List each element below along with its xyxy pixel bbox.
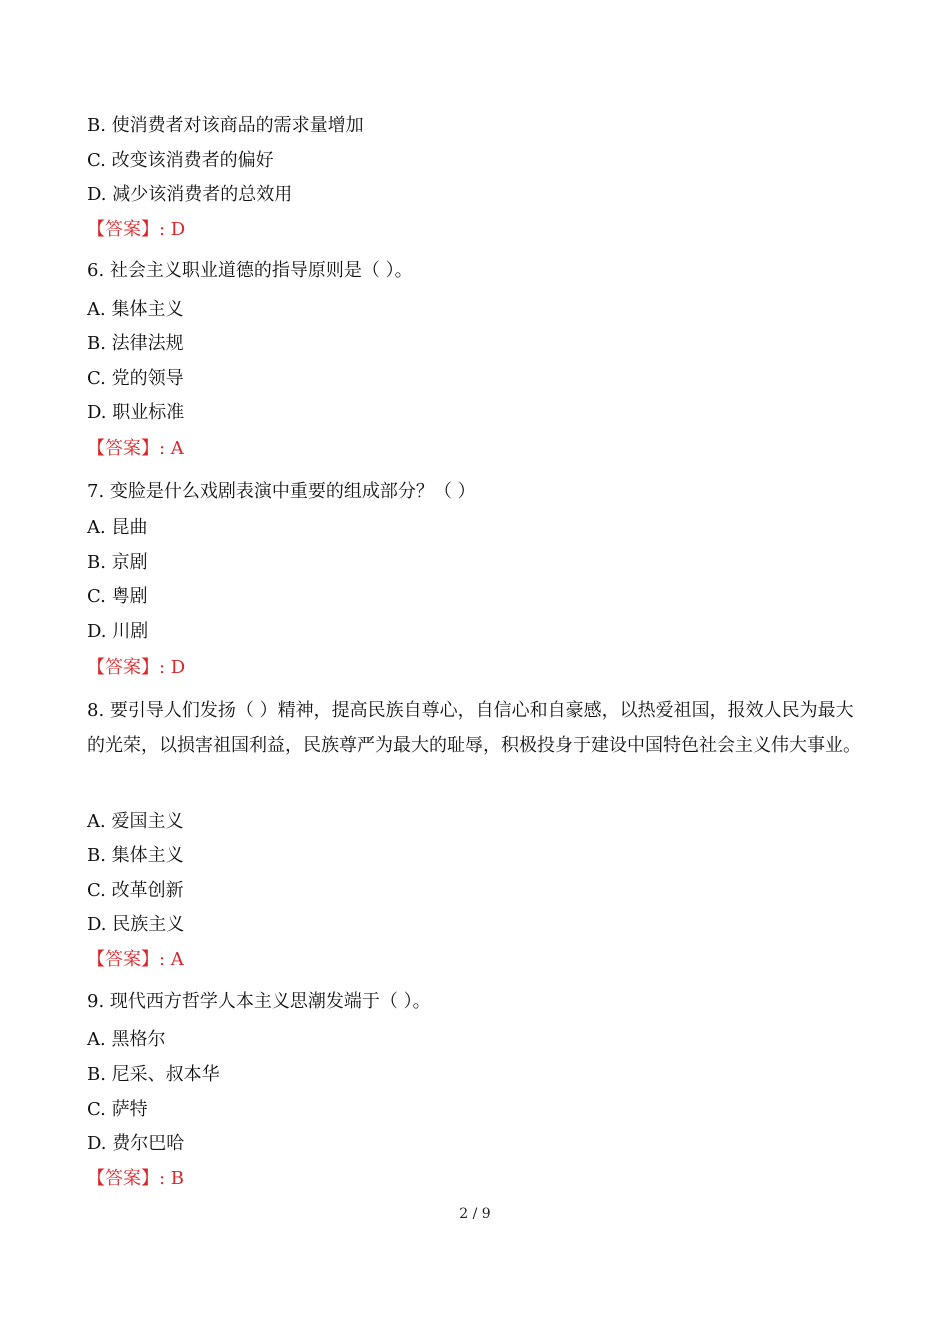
q7-option-a: A. 昆曲 [87,517,148,538]
q9-option-a: A. 黑格尔 [87,1029,166,1050]
q9-option-d: D. 费尔巴哈 [87,1133,185,1154]
q7-answer: 【答案】: D [87,657,186,678]
q9-stem: 9. 现代西方哲学人本主义思潮发端于（ ）。 [87,991,431,1012]
q6-answer: 【答案】: A [87,438,184,459]
page-number: 2 / 9 [459,1206,491,1222]
q6-option-a: A. 集体主义 [87,299,184,320]
q9-answer: 【答案】: B [87,1168,185,1189]
q7-option-b: B. 京剧 [87,552,148,573]
q7-stem: 7. 变脸是什么戏剧表演中重要的组成部分？（ ） [87,481,476,502]
q9-option-c: C. 萨特 [87,1099,148,1120]
q5-option-c: C. 改变该消费者的偏好 [87,150,274,171]
q6-option-c: C. 党的领导 [87,368,184,389]
q6-option-b: B. 法律法规 [87,333,184,354]
q9-option-b: B. 尼采、叔本华 [87,1064,220,1085]
q8-option-b: B. 集体主义 [87,845,184,866]
q8-answer: 【答案】: A [87,949,184,970]
q7-option-c: C. 粤剧 [87,586,148,607]
q5-option-b: B. 使消费者对该商品的需求量增加 [87,115,364,136]
q8-option-a: A. 爱国主义 [87,811,184,832]
q7-option-d: D. 川剧 [87,621,149,642]
q8-stem: 8. 要引导人们发扬（ ）精神，提高民族自尊心，自信心和自豪感，以热爱祖国，报效人民为最大的光荣，以损害祖国利益，民族尊严为最大的耻辱，积极投身于建设中国特色社会主义伟大事业。 [87,700,861,756]
q5-option-d: D. 减少该消费者的总效用 [87,184,293,205]
q8-option-d: D. 民族主义 [87,914,185,935]
q5-answer: 【答案】: D [87,219,186,240]
q8-option-c: C. 改革创新 [87,880,184,901]
q6-option-d: D. 职业标准 [87,402,185,423]
q6-stem: 6. 社会主义职业道德的指导原则是（ ）。 [87,260,413,281]
